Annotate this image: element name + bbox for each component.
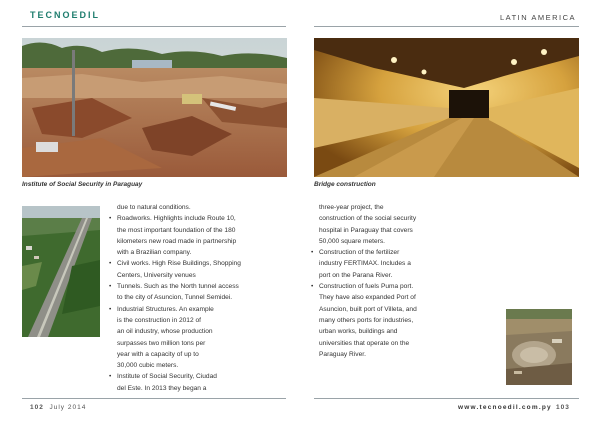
page-number-right: 103 bbox=[556, 404, 570, 411]
left-line-17: del Este. In 2013 they began a bbox=[117, 384, 207, 392]
website-link[interactable]: www.tecnoedil.com.py bbox=[458, 404, 552, 411]
right-line-4: 50,000 square meters. bbox=[319, 237, 385, 245]
left-line-1: due to natural conditions. bbox=[117, 204, 191, 211]
tunnel-photo bbox=[314, 38, 579, 177]
left-line-3: the most important foundation of the 180 bbox=[117, 226, 236, 234]
right-line-7: port on the Parana River. bbox=[319, 271, 393, 279]
right-line-14: Paraguay River. bbox=[319, 350, 366, 358]
left-line-16: • Institute of Social Security, Ciudad bbox=[109, 371, 269, 382]
brand-logo: TECNOEDIL bbox=[30, 10, 101, 20]
section-title: LATIN AMERICA bbox=[499, 13, 576, 22]
left-line-9: to the city of Asuncion, Tunnel Semidei. bbox=[117, 294, 233, 302]
right-text-column bbox=[311, 202, 491, 360]
right-line-5: • Construction of the fertilizer bbox=[311, 247, 491, 258]
left-line-6: • Civil works. High Rise Buildings, Shopping bbox=[109, 258, 269, 269]
left-line-15: 30,000 cubic meters. bbox=[117, 362, 179, 370]
right-line-10: Asuncion, built port of Villeta, and bbox=[319, 305, 417, 313]
issue-date: July 2014 bbox=[49, 404, 87, 411]
right-line-12: urban works, buildings and bbox=[319, 328, 398, 336]
right-line-6: industry FERTIMAX. Includes a bbox=[319, 260, 411, 268]
left-line-12: an oil industry, whose production bbox=[117, 328, 213, 336]
left-line-14: year with a capacity of up to bbox=[117, 350, 199, 358]
header-rule-left bbox=[22, 26, 286, 27]
left-line-2: • Roadworks. Highlights include Route 10, bbox=[109, 213, 269, 224]
construction-site-photo bbox=[22, 38, 287, 177]
right-line-11: many others ports for industries, bbox=[319, 316, 414, 324]
photo-caption-right: Bridge construction bbox=[314, 181, 376, 188]
footer-rule-left bbox=[22, 398, 286, 399]
header-rule-right bbox=[314, 26, 579, 27]
footer-rule-right bbox=[314, 398, 579, 399]
left-line-7: Centers, University venues bbox=[117, 271, 196, 279]
left-line-10: • Industrial Structures. An example bbox=[109, 304, 269, 315]
right-line-3: hospital in Paraguay that covers bbox=[319, 226, 413, 234]
highway-aerial-photo bbox=[22, 206, 100, 337]
left-text-column bbox=[109, 202, 269, 394]
left-line-4: kilometers new road made in partnership bbox=[117, 237, 237, 245]
page-number-left: 102 July 2014 bbox=[30, 404, 87, 411]
left-line-13: surpasses two million tons per bbox=[117, 339, 206, 347]
port-site-photo bbox=[506, 309, 572, 385]
right-line-13: universities that operate on the bbox=[319, 339, 410, 347]
left-line-5: with a Brazilian company. bbox=[117, 249, 192, 257]
left-line-11: is the construction in 2012 of bbox=[117, 316, 201, 324]
right-line-1: three-year project, the bbox=[319, 204, 384, 211]
right-line-9: They have also expanded Port of bbox=[319, 294, 416, 302]
right-line-8: • Construction of fuels Puma port. bbox=[311, 281, 491, 292]
right-line-2: construction of the social security bbox=[319, 215, 417, 223]
photo-caption-left: Institute of Social Security in Paraguay bbox=[22, 181, 143, 188]
left-line-8: • Tunnels. Such as the North tunnel access bbox=[109, 281, 269, 292]
